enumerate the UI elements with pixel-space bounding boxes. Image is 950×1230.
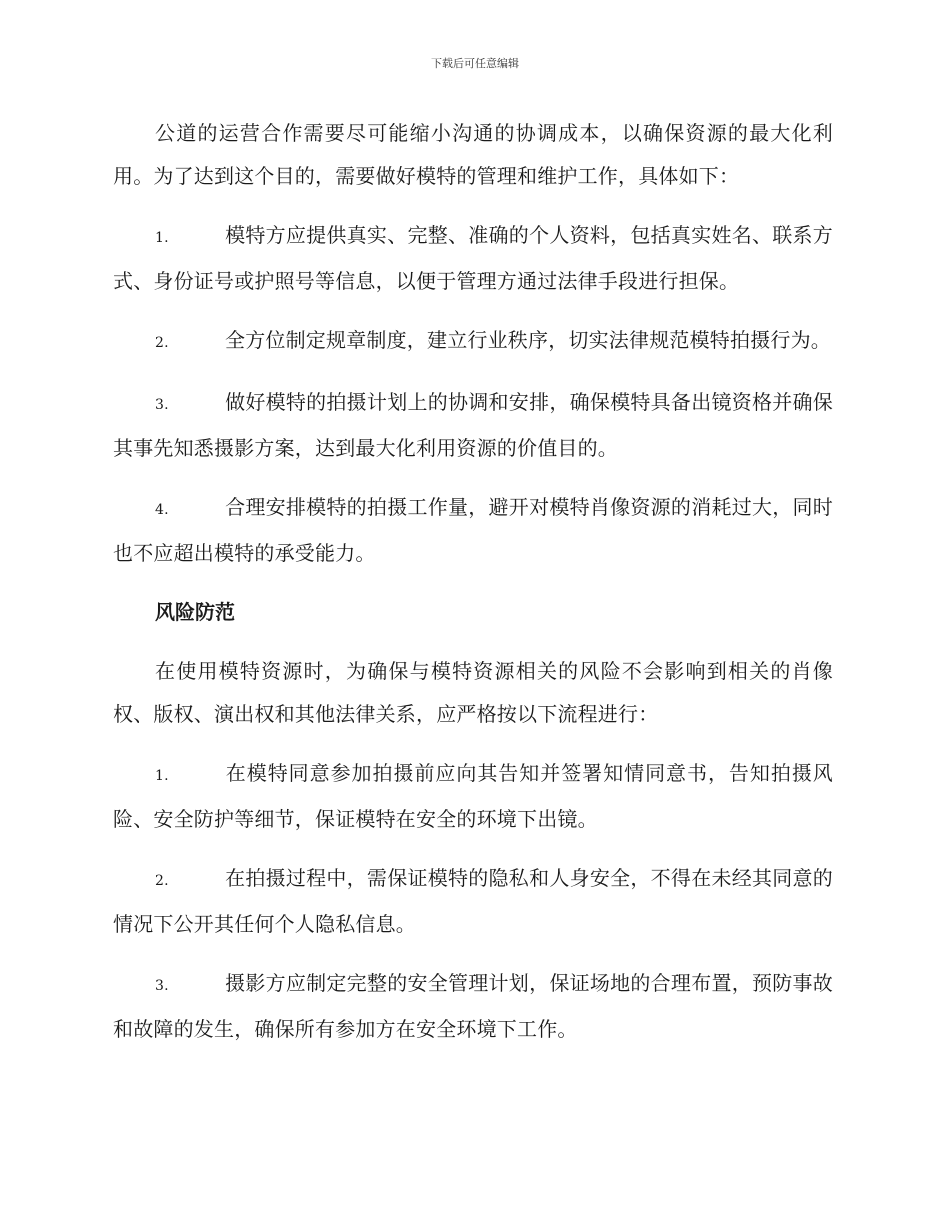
list-item-number: 3. [155,978,169,994]
section2-intro: 在使用模特资源时，为确保与模特资源相关的风险不会影响到相关的肖像权、版权、演出权和其他法律关系，应严格按以下流程进行： [113,659,833,726]
list-item-number: 4. [155,502,169,518]
list-item [113,319,833,365]
list-item-number: 1. [155,768,169,784]
list-item [113,857,833,946]
list-item [113,486,833,575]
list-item-text: 摄影方应制定完整的安全管理计划，保证场地的合理布置，预防事故和故障的发生，确保所有参加方在安全环境下工作。 [113,971,833,1041]
list-item-text: 合理安排模特的拍摄工作量，避开对模特肖像资源的消耗过大，同时也不应超出模特的承受能力。 [113,495,833,565]
section1-intro: 公道的运营合作需要尽可能缩小沟通的协调成本，以确保资源的最大化利用。为了达到这个目的，需要做好模特的管理和维护工作，具体如下： [113,121,833,188]
list-item-text: 做好模特的拍摄计划上的协调和安排，确保模特具备出镜资格并确保其事先知悉摄影方案，达到最大化利用资源的价值目的。 [113,390,833,460]
page-header: 下载后可任意编辑 [431,57,519,70]
list-item-number: 2. [155,873,169,889]
list-item-text: 全方位制定规章制度，建立行业秩序，切实法律规范模特拍摄行为。 [225,328,831,352]
list-item [113,214,833,303]
list-item-text: 在拍摄过程中，需保证模特的隐私和人身安全，不得在未经其同意的情况下公开其任何个人隐私信息。 [113,866,833,936]
section-heading: 风险防范 [155,600,235,624]
list-item [113,752,833,841]
list-item-text: 模特方应提供真实、完整、准确的个人资料，包括真实姓名、联系方式、身份证号或护照号等信息，以便于管理方通过法律手段进行担保。 [113,223,833,293]
list-item-number: 2. [155,335,169,351]
list-item [113,962,833,1051]
list-item-number: 1. [155,230,169,246]
document-body [113,112,833,1067]
list-item-text: 在模特同意参加拍摄前应向其告知并签署知情同意书，告知拍摄风险、安全防护等细节，保证模特在安全的环境下出镜。 [113,761,833,831]
list-item-number: 3. [155,397,169,413]
list-item [113,381,833,470]
